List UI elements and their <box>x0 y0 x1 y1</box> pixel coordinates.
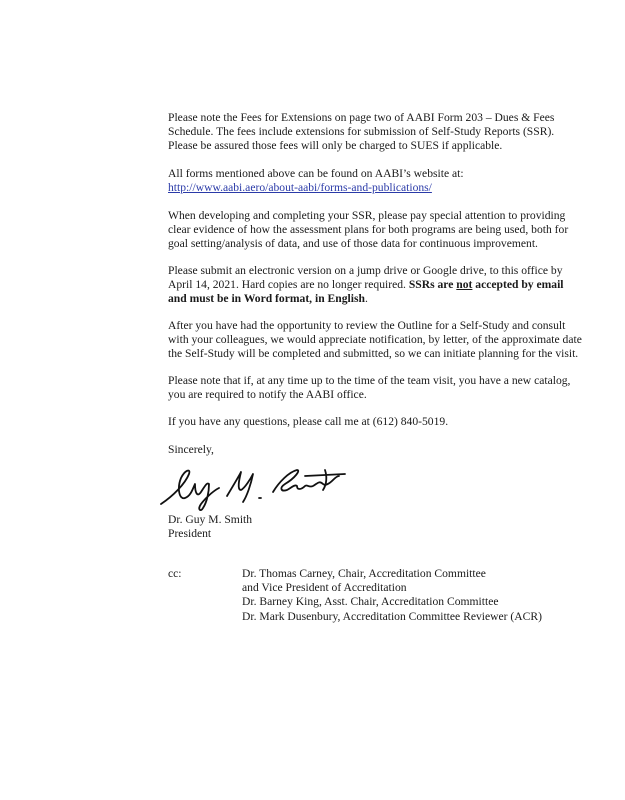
text-segment: April 14, 2021. Hard copies are no longer required. <box>168 278 409 292</box>
text-line: After you have had the opportunity to review the Outline for a Self-Study and consult <box>168 319 566 332</box>
handwritten-signature <box>155 462 355 514</box>
paragraph-questions <box>168 415 588 429</box>
signer-title: President <box>168 527 212 541</box>
text-line: Please note that if, at any time up to the time of the team visit, you have a new catalog, <box>168 374 571 387</box>
cc-item: and Vice President of Accreditation <box>242 581 407 595</box>
signer-block <box>168 513 588 541</box>
cc-list <box>242 567 542 624</box>
cc-label: cc: <box>168 567 182 580</box>
paragraph-submission <box>168 264 588 307</box>
text-line: If you have any questions, please call me at (612) 840-5019. <box>168 415 449 428</box>
text-line: the Self-Study will be completed and submitted, so we can initiate planning for the visit. <box>168 347 579 361</box>
forms-website-link[interactable]: http://www.aabi.aero/about-aabi/forms-and-publications/ <box>168 181 432 195</box>
signer-name: Dr. Guy M. Smith <box>168 513 253 526</box>
text-line: with your colleagues, we would appreciate notification, by letter, of the approximate date <box>168 333 582 347</box>
text-line: goal setting/analysis of data, and use of those data for continuous improvement. <box>168 237 538 251</box>
paragraph-forms-website <box>168 167 588 195</box>
bold-segment: accepted by email <box>472 278 564 292</box>
underlined-not: not <box>456 278 473 292</box>
text-line: Please note the Fees for Extensions on page two of AABI Form 203 – Dues & Fees <box>168 111 555 124</box>
cc-item: Dr. Mark Dusenbury, Accreditation Committee Reviewer (ACR) <box>242 609 542 623</box>
text-line: Schedule. The fees include extensions for submission of Self-Study Reports (SSR). <box>168 125 555 139</box>
text-segment: . <box>364 292 368 306</box>
closing: Sincerely, <box>168 443 214 456</box>
bold-segment: and must be in Word format, in English <box>168 292 365 306</box>
text-line: When developing and completing your SSR, please pay special attention to providing <box>168 209 566 222</box>
text-line: you are required to notify the AABI office. <box>168 388 367 402</box>
cc-item: Dr. Barney King, Asst. Chair, Accreditation Committee <box>242 595 499 609</box>
paragraph-fees-extensions <box>168 111 588 154</box>
paragraph-catalog <box>168 374 588 402</box>
paragraph-ssr-guidance <box>168 209 588 252</box>
cc-item: Dr. Thomas Carney, Chair, Accreditation Committee <box>242 567 486 580</box>
text-line: clear evidence of how the assessment plans for both programs are being used, both for <box>168 223 569 237</box>
bold-segment: SSRs are <box>408 278 457 292</box>
paragraph-self-study-notification <box>168 319 588 362</box>
text-line: Please submit an electronic version on a jump drive or Google drive, to this office by <box>168 264 563 277</box>
text-line: All forms mentioned above can be found on AABI’s website at: <box>168 167 464 180</box>
text-line: Please be assured those fees will only be charged to SUES if applicable. <box>168 139 503 153</box>
